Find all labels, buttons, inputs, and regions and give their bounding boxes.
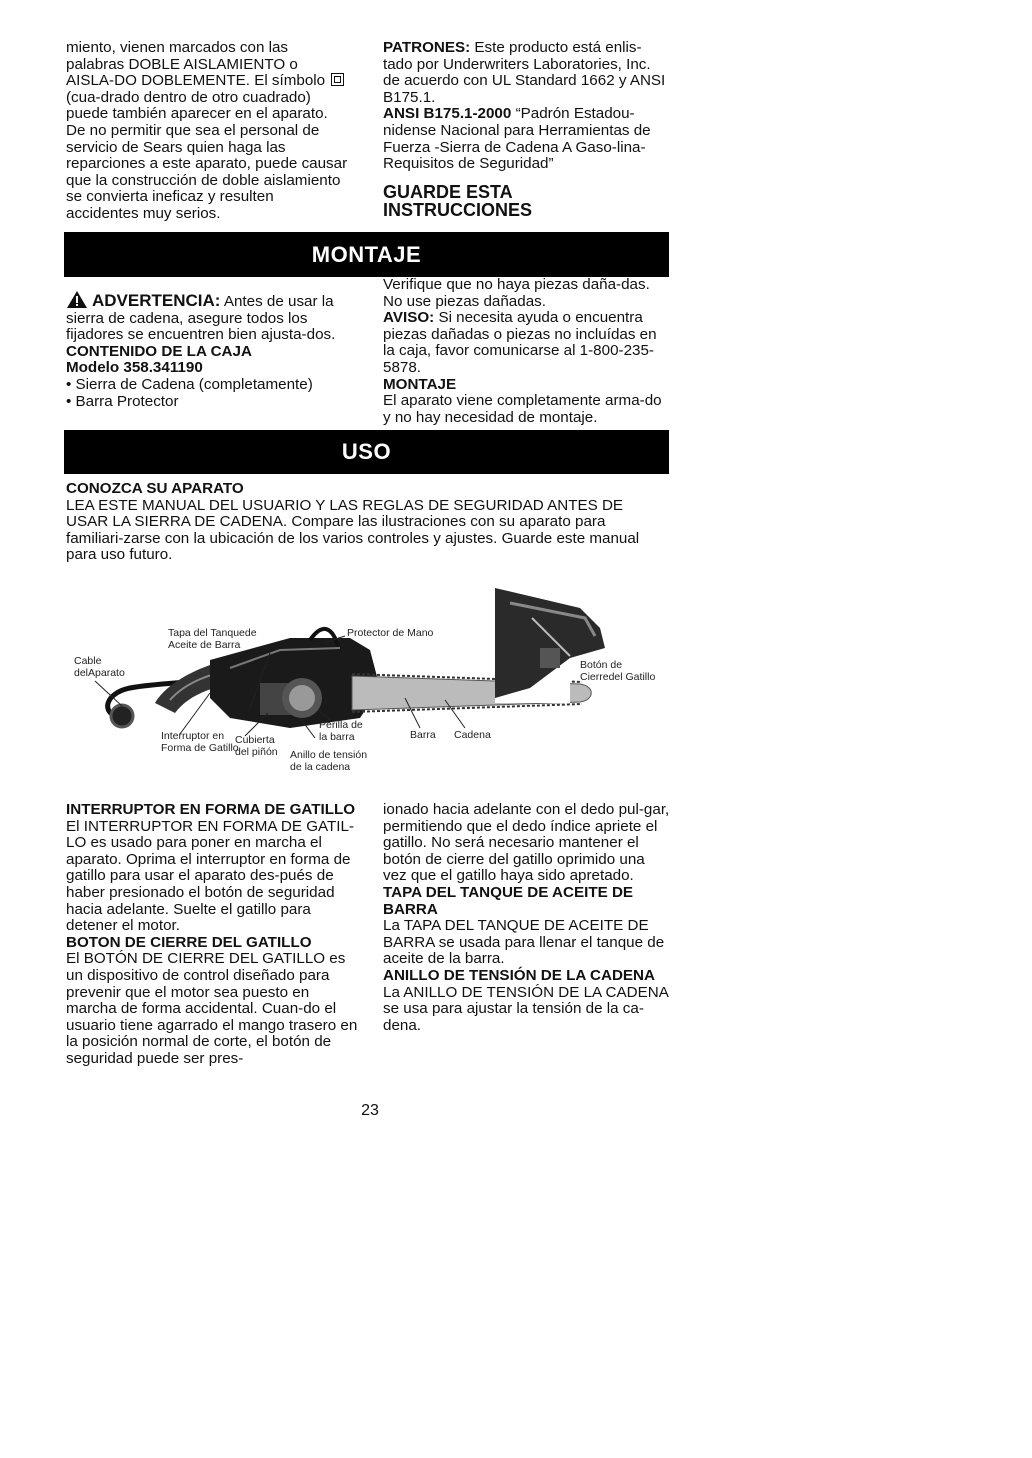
interruptor-paragraph: El INTERRUPTOR EN FORMA DE GATIL-LO es usado para poner en marcha el aparato. Oprima el interruptor en forma de gatillo para usar el aparato des-pués de haber presionado el botón de seguridad hacia adelante. Suelte el gatillo para detener el motor. [66, 817, 355, 935]
ansi-label: ANSI B175.1-2000 [383, 105, 512, 123]
ansi-text: “Padrón Estadou-nidense Nacional para Herramientas de Fuerza -Sierra de Cadena A Gaso-lina-Requisitos de Seguridad” [383, 105, 651, 173]
guarde-line-1: GUARDE ESTA [383, 181, 513, 202]
label-cubierta-line1: Cubierta [235, 734, 275, 746]
patrones-paragraph [383, 40, 669, 106]
list-item: • Barra Protector [66, 392, 179, 410]
label-anillo-line1: Anillo de tensión [290, 749, 368, 761]
double-square-icon [331, 73, 344, 86]
conozca-paragraph: LEA ESTE MANUAL DEL USUARIO Y LAS REGLAS DE SEGURIDAD ANTES DE USAR LA SIERRA DE CADENA. Compare las ilustraciones con su aparato para familiari-zarse con la ubicación de los varios controles y ajustes. Guarde este manual para uso futuro. [66, 497, 640, 564]
uso-banner: USO [64, 430, 669, 474]
chainsaw-illustration [60, 588, 680, 788]
top-left-column [66, 40, 348, 223]
label-tapa-line1: Tapa del Tanquede [168, 627, 257, 639]
montaje-banner: MONTAJE [64, 232, 669, 277]
page-number: 23 [361, 1102, 379, 1119]
paragraph-text: miento, vienen marcados con las palabras DOBLE AISLAMIENTO o AISLA-DO DOBLEMENTE. El símbolo [66, 39, 326, 90]
anillo-tension-heading: ANILLO DE TENSIÓN DE LA CADENA [383, 966, 655, 984]
label-cable-line2: delAparato [74, 667, 125, 679]
montaje-right-column [383, 277, 671, 426]
label-anillo-line2: de la cadena [290, 761, 351, 773]
warning-triangle-icon [66, 290, 88, 309]
conozca-heading: CONOZCA SU APARATO [66, 480, 244, 497]
warning-paragraph [66, 290, 356, 344]
montaje-left-column [66, 290, 356, 410]
label-tapa-line2: Aceite de Barra [168, 639, 241, 651]
patrones-label: PATRONES: [383, 39, 471, 56]
label-interruptor-line2: Forma de Gatillo [161, 742, 239, 754]
guarde-line-2: INSTRUCCIONES [383, 199, 533, 220]
bottom-left-column [66, 802, 358, 1068]
label-interruptor-line1: Interruptor en [161, 730, 225, 742]
ansi-paragraph [383, 106, 669, 172]
verify-paragraph: Verifique que no haya piezas daña-das. No use piezas dañadas. [383, 276, 650, 310]
list-item: • Sierra de Cadena (completamente) [66, 375, 313, 393]
patrones-text: Este producto está enlis-tado por Underwriters Laboratories, Inc. de acuerdo con UL Standard 1662 y ANSI B175.1. [383, 39, 666, 106]
tapa-tanque-paragraph: La TAPA DEL TANQUE DE ACEITE DE BARRA se usada para llenar el tanque de aceite de la barra. [383, 917, 665, 968]
warning-label: ADVERTENCIA: [92, 291, 221, 310]
montaje-heading: MONTAJE [383, 375, 457, 393]
contenido-heading: CONTENIDO DE LA CAJA [66, 342, 252, 360]
label-boton-line2: Cierredel Gatillo [580, 671, 656, 683]
boton-cierre-paragraph: El BOTÓN DE CIERRE DEL GATILLO es un dispositivo de control diseñado para prevenir que el motor sea puesto en marcha de forma accidental. Cuan-do el usuario tiene agarrado el mango trasero en la posición normal de corte, el botón de seguridad puede ser pres- [66, 950, 358, 1067]
label-protector: Protector de Mano [347, 627, 434, 639]
label-cable-line1: Cable [74, 655, 102, 667]
top-right-column [383, 40, 669, 219]
label-boton-line1: Botón de [580, 659, 623, 671]
interruptor-heading: INTERRUPTOR EN FORMA DE GATILLO [66, 801, 356, 818]
label-barra: Barra [410, 729, 436, 741]
paragraph-text: (cua-drado dentro de otro cuadrado) puede también aparecer en el aparato. De no permitir que sea el personal de servicio de Sears quien haga las reparciones a este aparato, puede causar que la construcción de doble aislamiento se convierta ineficaz y resulten accidentes muy serios. [66, 88, 348, 222]
warning-text: Antes de usar la sierra de cadena, asegure todos los fijadores se encuentren bien ajusta-dos. [66, 293, 336, 344]
aviso-label: AVISO: [383, 309, 435, 327]
chainsaw-figure [60, 588, 680, 788]
modelo-heading: Modelo 358.341190 [66, 359, 203, 377]
continued-paragraph: ionado hacia adelante con el dedo pul-gar, permitiendo que el dedo índice apriete el gatillo. No será necesario mantener el botón de cierre del gatillo oprimido una vez que el gatillo haya sido apretado. [383, 801, 670, 885]
label-cadena: Cadena [454, 729, 491, 741]
label-perilla-line2: la barra [319, 731, 355, 743]
boton-cierre-heading: BOTON DE CIERRE DEL GATILLO [66, 933, 312, 951]
double-insulation-paragraph [66, 40, 348, 223]
bottom-right-column [383, 802, 671, 1034]
guarde-heading [383, 183, 669, 219]
anillo-tension-paragraph: La ANILLO DE TENSIÓN DE LA CADENA se usa para ajustar la tensión de la ca-dena. [383, 983, 669, 1034]
tapa-tanque-heading: TAPA DEL TANQUE DE ACEITE DE BARRA [383, 883, 634, 918]
montaje-paragraph: El aparato viene completamente arma-do y no hay necesidad de montaje. [383, 392, 662, 426]
aviso-text: Si necesita ayuda o encuentra piezas dañadas o piezas no incluídas en la caja, favor comunicarse al 1-800-235-5878. [383, 309, 657, 376]
label-perilla-line1: Perilla de [319, 719, 363, 731]
aviso-paragraph [383, 310, 671, 376]
label-cubierta-line2: del piñón [235, 746, 278, 758]
